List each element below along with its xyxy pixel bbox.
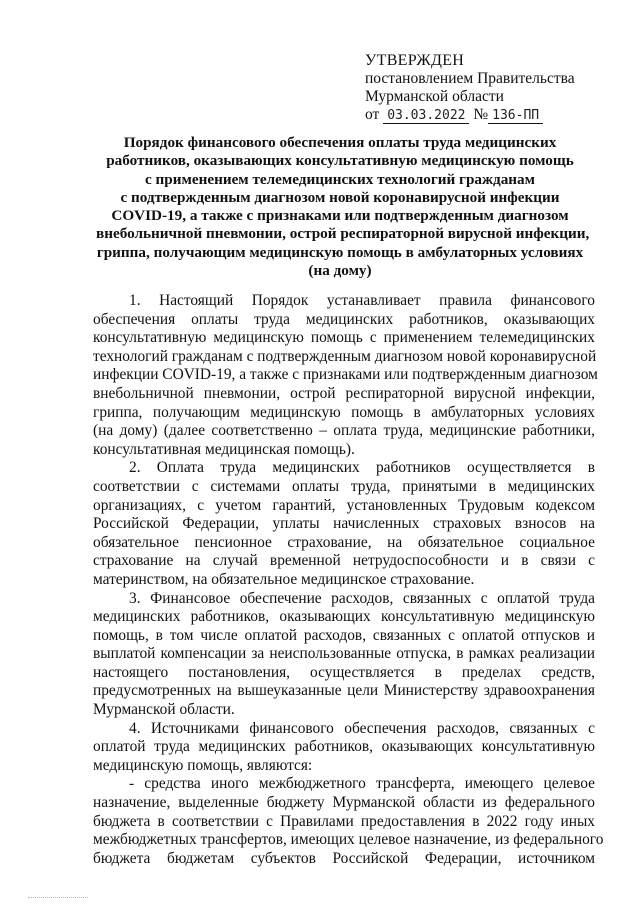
body-line: бюджета бюджетам субъектов Российской Федерации, источником <box>93 849 595 867</box>
body-line: межбюджетных трансфертов, имеющих целевое назначение, из федерального <box>93 831 604 849</box>
approval-line-2: Мурманской области <box>365 88 504 105</box>
body-line: выплатой компенсации за неиспользованные отпуска, в рамках реализации <box>93 645 595 663</box>
body-line: (на дому) (далее соответственно – оплата труда, медицинские работники, <box>93 422 595 440</box>
body-line: настоящего постановления, осуществляется в пределах средств, <box>93 663 595 681</box>
body-line: соответствии с системами оплаты труда, принятыми в медицинских <box>93 477 595 495</box>
number-label: № <box>473 106 489 123</box>
body-line: организациях, с учетом гарантий, установленных Трудовым кодексом <box>93 496 595 514</box>
title-line: с применением телемедицинских технологий гражданам <box>145 170 535 188</box>
approval-heading: УТВЕРЖДЕН <box>365 52 465 69</box>
body-line: назначение, выделенные бюджету Мурманской области из федерального <box>93 794 595 812</box>
from-label: от <box>365 106 380 123</box>
body-line: внебольничной пневмонии, острой респираторной вирусной инфекции, <box>93 384 595 402</box>
approval-stamp <box>365 52 575 125</box>
title-line: с подтвержденным диагнозом новой коронавирусной инфекции <box>120 188 560 206</box>
body-line: Российской Федерации, уплаты начисленных страховых взносов на <box>93 515 595 533</box>
document-title <box>96 134 590 280</box>
approval-number: 136-ПП <box>488 108 543 124</box>
body-line: обеспечения оплаты труда медицинских работников, оказывающих <box>93 310 595 328</box>
title-line: внебольничной пневмонии, острой респираторной вирусной инфекции, <box>96 225 590 243</box>
title-line: работников, оказывающих консультативную медицинскую помощь <box>106 152 574 170</box>
scan-edge-mark <box>28 897 88 900</box>
body-line: консультативную медицинскую помощь с применением телемедицинских <box>93 329 595 347</box>
approval-line-1: постановлением Правительства <box>365 70 575 87</box>
body-line: помощь, в том числе оплатой расходов, связанных с оплатой отпусков и <box>93 626 595 644</box>
body-line: медицинских работников, оказывающих консультативную медицинскую <box>93 608 595 626</box>
body-line: медицинскую помощь, являются: <box>93 756 313 774</box>
body-line: 3. Финансовое обеспечение расходов, связанных с оплатой труда <box>129 589 595 607</box>
body-line: 2. Оплата труда медицинских работников осуществляется в <box>129 459 595 477</box>
body-line: гриппа, получающим медицинскую помощь в амбулаторных условиях <box>93 403 595 421</box>
body-line: бюджета в соответствии с Правилами предоставления в 2022 году иных <box>93 812 595 830</box>
body-line: технологий гражданам с подтвержденным диагнозом новой коронавирусной <box>93 347 597 365</box>
title-line: COVID-19, а также с признаками или подтвержденным диагнозом <box>111 207 569 225</box>
body-line: материнством, на обязательное медицинское страхование. <box>93 570 475 588</box>
body-line: инфекции COVID-19, а также с признаками или подтвержденным диагнозом <box>93 366 598 384</box>
body-line: 4. Источниками финансового обеспечения расходов, связанных с <box>129 719 595 737</box>
title-line: гриппа, получающим медицинскую помощь в амбулаторных условиях <box>96 243 584 261</box>
title-line: Порядок финансового обеспечения оплаты труда медицинских <box>123 134 557 151</box>
body-line: консультативная медицинская помощь). <box>93 440 355 458</box>
approval-date: 03.03.2022 <box>383 108 469 124</box>
document-body <box>93 292 604 868</box>
body-line: Мурманской области. <box>93 701 235 719</box>
body-line: предусмотренных на вышеуказанные цели Министерству здравоохранения <box>93 682 595 700</box>
body-line: страхование на случай временной нетрудоспособности и в связи с <box>93 552 595 570</box>
body-line: 1. Настоящий Порядок устанавливает правила финансового <box>129 292 595 309</box>
body-line: оплатой труда медицинских работников, оказывающих консультативную <box>93 738 595 756</box>
body-line: обязательное пенсионное страхование, на обязательное социальное <box>93 533 595 551</box>
body-line: - средства иного межбюджетного трансферта, имеющего целевое <box>129 775 595 793</box>
approval-date-line <box>365 106 575 125</box>
title-line: (на дому) <box>308 262 372 280</box>
